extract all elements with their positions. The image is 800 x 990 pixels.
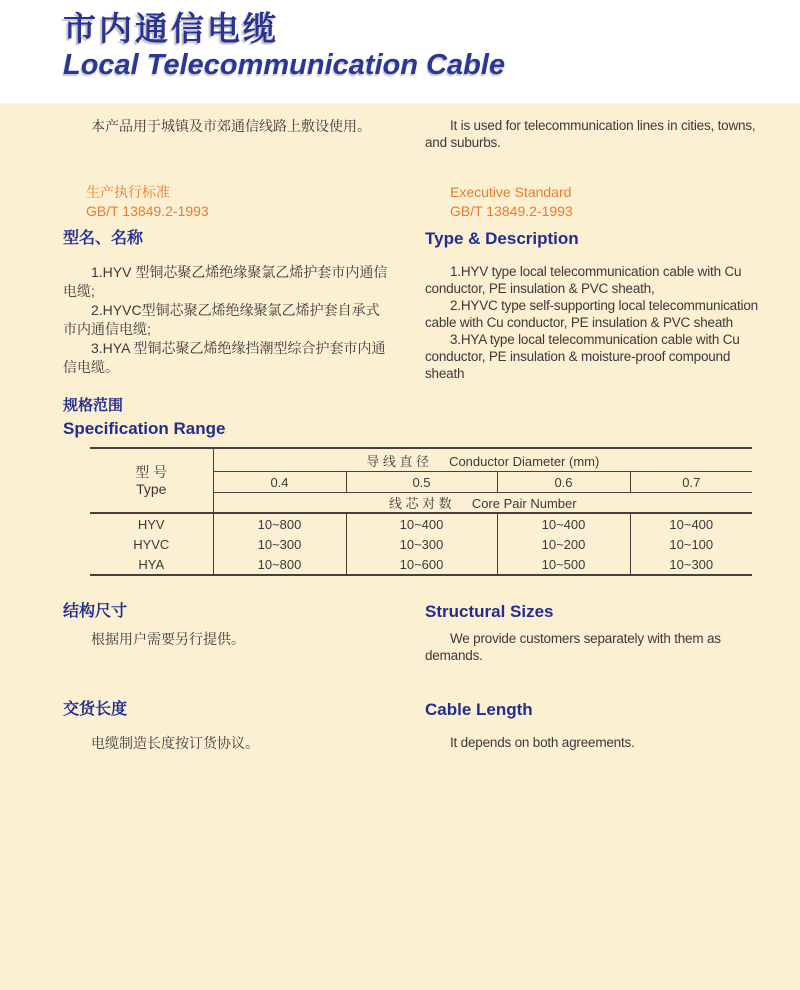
- heading-cable-length-zh: 交货长度: [63, 701, 128, 718]
- heading-type-description-en: Type & Description: [425, 229, 579, 248]
- conductor-diameter-zh: 导 线 直 径: [366, 453, 430, 469]
- cell-hyvc-0.7: 10~100: [630, 534, 752, 554]
- structural-heading-row: [63, 602, 760, 622]
- intro-row: [63, 117, 760, 151]
- cell-type-hya: HYA: [138, 556, 165, 572]
- spec-heading-block: [63, 396, 760, 439]
- conductor-diameter-en: Conductor Diameter (mm): [449, 453, 600, 469]
- heading-type-name-zh: 型名、名称: [63, 230, 144, 247]
- heading-structural-sizes-zh: 结构尺寸: [63, 603, 128, 620]
- page-title-en: Local Telecommunication Cable: [63, 49, 506, 81]
- cell-hya-0.6: 10~500: [497, 554, 630, 575]
- spec-table: [90, 447, 752, 576]
- content-area: [0, 103, 800, 990]
- cell-hya-0.7: 10~300: [630, 554, 752, 575]
- cell-hya-0.4: 10~800: [213, 554, 346, 575]
- type-item-zh-3: 3.HYA 型铜芯聚乙烯绝缘挡潮型综合护套市内通信电缆。: [63, 340, 386, 375]
- heading-structural-sizes-en: Structural Sizes: [425, 602, 554, 621]
- structural-body-en: We provide customers separately with them as demands.: [425, 631, 721, 663]
- type-items-zh: [63, 263, 390, 382]
- table-row-hyvc: [90, 534, 752, 554]
- standard-value-zh: GB/T 13849.2-1993: [86, 203, 209, 219]
- table-row-hyv: [90, 513, 752, 534]
- standard-value-en: GB/T 13849.2-1993: [450, 203, 573, 219]
- heading-spec-range-zh: 规格范围: [63, 397, 124, 414]
- heading-cable-length-en: Cable Length: [425, 700, 533, 719]
- standard-label-zh: 生产执行标准: [86, 184, 170, 200]
- type-heading-row: [63, 229, 760, 249]
- intro-paragraph-zh: 本产品用于城镇及市郊通信线路上敷设使用。: [91, 118, 371, 134]
- structural-body-row: [63, 630, 760, 664]
- intro-paragraph-en: It is used for telecommunication lines in cities, towns, and suburbs.: [425, 118, 756, 150]
- type-column-header-zh: 型 号: [135, 463, 168, 480]
- standard-row: [63, 183, 760, 221]
- cell-hyv-0.4: 10~800: [213, 513, 346, 534]
- structural-body-zh: 根据用户需要另行提供。: [91, 631, 245, 647]
- cell-hyvc-0.6: 10~200: [497, 534, 630, 554]
- cell-hyv-0.6: 10~400: [497, 513, 630, 534]
- cell-hyv-0.7: 10~400: [630, 513, 752, 534]
- table-row-hya: [90, 554, 752, 575]
- cell-type-hyv: HYV: [137, 516, 165, 532]
- cell-conductor-diameter-header: [213, 448, 752, 472]
- length-body-en: It depends on both agreements.: [450, 735, 635, 750]
- page-title-zh: 市内通信电缆: [63, 10, 279, 47]
- table-header-row-diameter: [90, 448, 752, 472]
- length-body-row: [63, 734, 760, 753]
- type-column-header-en: Type: [136, 480, 167, 497]
- type-item-zh-1: 1.HYV 型铜芯聚乙烯绝缘聚氯乙烯护套市内通信电缆;: [63, 264, 388, 299]
- cell-diameter-0.7: 0.7: [630, 472, 752, 493]
- cell-type-column-header: [90, 448, 213, 513]
- length-body-zh: 电缆制造长度按订货协议。: [91, 735, 259, 751]
- cell-hyvc-0.4: 10~300: [213, 534, 346, 554]
- length-heading-row: [63, 700, 760, 720]
- cell-core-pair-header: [213, 493, 752, 514]
- type-items-row: [63, 263, 760, 382]
- type-item-en-2: 2.HYVC type self-supporting local telecommunication cable with Cu conductor, PE insulation & PVC sheath: [425, 298, 758, 330]
- masthead: [0, 0, 800, 103]
- cell-diameter-0.5: 0.5: [346, 472, 497, 493]
- type-item-zh-2: 2.HYVC型铜芯聚乙烯绝缘聚氯乙烯护套自承式市内通信电缆;: [63, 302, 380, 337]
- cell-type-hyvc: HYVC: [133, 536, 170, 552]
- core-pair-zh: 线 芯 对 数: [388, 496, 452, 511]
- standard-label-en: Executive Standard: [450, 184, 572, 200]
- type-item-en-3: 3.HYA type local telecommunication cable with Cu conductor, PE insulation & moisture-proof compound sheath: [425, 332, 740, 381]
- cell-hyv-0.5: 10~400: [346, 513, 497, 534]
- heading-spec-range-en: Specification Range: [63, 419, 226, 438]
- type-item-en-1: 1.HYV type local telecommunication cable with Cu conductor, PE insulation & PVC sheath,: [425, 264, 742, 296]
- production-standard-zh: [86, 183, 390, 221]
- cell-hyvc-0.5: 10~300: [346, 534, 497, 554]
- core-pair-en: Core Pair Number: [471, 496, 577, 511]
- type-items-en: [425, 263, 760, 382]
- cell-hya-0.5: 10~600: [346, 554, 497, 575]
- cell-diameter-0.4: 0.4: [213, 472, 346, 493]
- executive-standard-en: [450, 183, 760, 221]
- cell-diameter-0.6: 0.6: [497, 472, 630, 493]
